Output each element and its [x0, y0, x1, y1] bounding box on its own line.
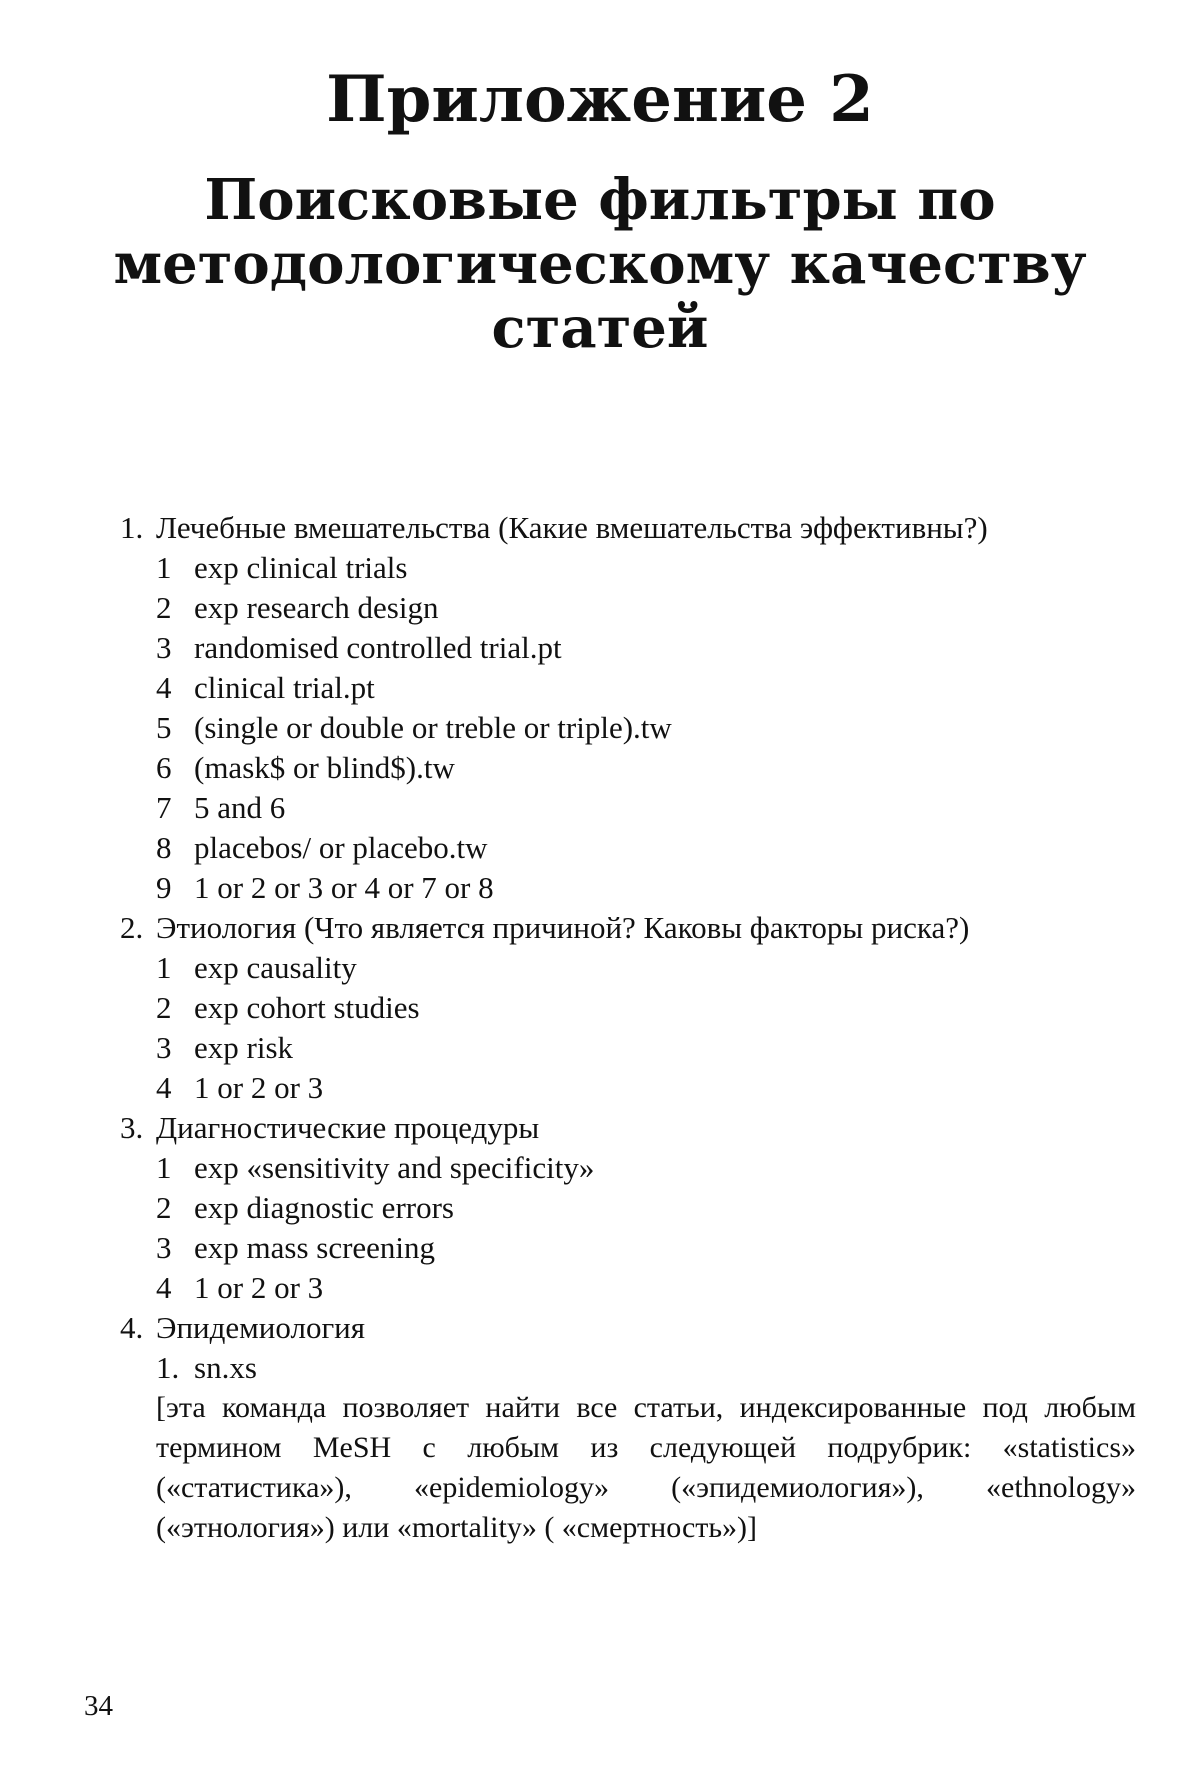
item-text: exp cohort studies	[194, 990, 420, 1025]
section-heading	[120, 508, 1120, 548]
item-text: 1 or 2 or 3 or 4 or 7 or 8	[194, 870, 494, 905]
subtitle-line: статей	[491, 295, 709, 361]
section-title: Этиология (Что является причиной? Каковы факторы риска?)	[156, 910, 970, 945]
item-number: 9	[156, 870, 172, 905]
list-item	[120, 548, 1120, 588]
item-text: exp diagnostic errors	[194, 1190, 454, 1225]
list-item	[120, 828, 1120, 868]
list-item	[120, 1028, 1120, 1068]
list-item	[120, 988, 1120, 1028]
item-number: 1	[156, 550, 172, 585]
item-text: exp mass screening	[194, 1230, 436, 1265]
appendix-title: Приложение 2	[326, 62, 874, 137]
item-number: 1	[156, 1150, 172, 1185]
list-item	[120, 1348, 1120, 1388]
item-text: placebos/ or placebo.tw	[194, 830, 488, 865]
item-number: 8	[156, 830, 172, 865]
item-number: 1.	[156, 1350, 180, 1385]
item-text: exp causality	[194, 950, 357, 985]
item-text: exp risk	[194, 1030, 294, 1065]
list-item	[120, 788, 1120, 828]
item-number: 3	[156, 630, 172, 665]
page-subtitle	[0, 168, 1200, 360]
item-number: 4	[156, 1070, 172, 1105]
item-number: 4	[156, 670, 172, 705]
item-text: 1 or 2 or 3	[194, 1270, 324, 1305]
list-item	[120, 1068, 1120, 1108]
section-etiology	[120, 908, 1120, 1108]
item-text: exp «sensitivity and specificity»	[194, 1150, 595, 1185]
section-title: Эпидемиология	[156, 1310, 366, 1345]
item-number: 1	[156, 950, 172, 985]
section-heading	[120, 908, 1120, 948]
item-number: 4	[156, 1270, 172, 1305]
list-item	[120, 708, 1120, 748]
section-note: [эта команда позволяет найти все статьи, индексированные под любым термином MeSH с любым из следующей подрубрик: «statistics» («статистика»), «epidemiology» («эпидемиология»), «ethnology» («этнология») или «mortality» ( «смертность»)]	[156, 1391, 1136, 1544]
list-item	[120, 1268, 1120, 1308]
section-title: Диагностические процедуры	[156, 1110, 540, 1145]
section-number: 2.	[120, 910, 144, 945]
item-number: 6	[156, 750, 172, 785]
item-number: 2	[156, 990, 172, 1025]
item-text: (mask$ or blind$).tw	[194, 750, 455, 785]
list-item	[120, 868, 1120, 908]
item-text: clinical trial.pt	[194, 670, 375, 705]
filter-list	[120, 508, 1136, 1548]
subtitle-line: Поисковые фильтры по	[204, 167, 996, 233]
page-number: 34	[84, 1690, 113, 1722]
subtitle-line: методологическому качеству	[113, 231, 1087, 297]
item-number: 3	[156, 1030, 172, 1065]
item-number: 3	[156, 1230, 172, 1265]
section-epidemiology	[120, 1308, 1136, 1548]
section-number: 1.	[120, 510, 144, 545]
item-text: 5 and 6	[194, 790, 286, 825]
item-text: exp clinical trials	[194, 550, 408, 585]
list-item	[120, 1228, 1120, 1268]
section-title: Лечебные вмешательства (Какие вмешательства эффективны?)	[156, 510, 988, 545]
section-heading	[120, 1308, 1120, 1348]
section-number: 3.	[120, 1110, 144, 1145]
list-item	[120, 1188, 1120, 1228]
item-number: 5	[156, 710, 172, 745]
list-item	[120, 628, 1120, 668]
list-item	[120, 1148, 1120, 1188]
list-item	[120, 588, 1120, 628]
item-text: exp research design	[194, 590, 439, 625]
item-text: (single or double or treble or triple).tw	[194, 710, 672, 745]
section-heading	[120, 1108, 1120, 1148]
item-number: 7	[156, 790, 172, 825]
list-item	[120, 948, 1120, 988]
list-item	[120, 748, 1120, 788]
section-number: 4.	[120, 1310, 144, 1345]
section-treatment	[120, 508, 1120, 908]
item-text: 1 or 2 or 3	[194, 1070, 324, 1105]
list-item	[120, 668, 1120, 708]
section-diagnostics	[120, 1108, 1120, 1308]
item-text: randomised controlled trial.pt	[194, 630, 562, 665]
item-number: 2	[156, 1190, 172, 1225]
item-number: 2	[156, 590, 172, 625]
item-text: sn.xs	[194, 1350, 257, 1385]
